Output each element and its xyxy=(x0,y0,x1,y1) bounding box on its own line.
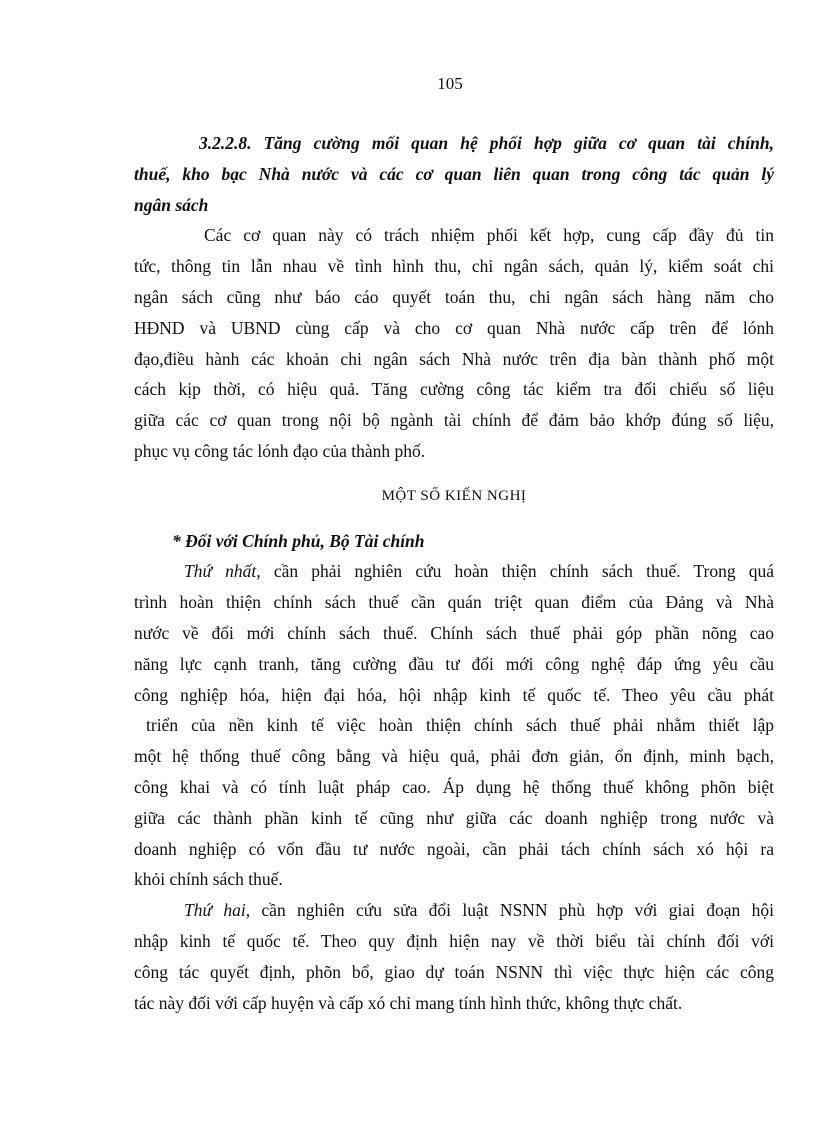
paragraph-line: đạo,điều hành các khoản chi ngân sách Nhà nước trên địa bàn thành phố một xyxy=(134,348,774,369)
lead-term: Thứ hai, xyxy=(184,900,251,921)
paragraph-line xyxy=(134,556,774,587)
paragraph-line: tác này đối với cấp huyện và cấp xó chỉ mang tính hình thức, không thực chất. xyxy=(134,992,683,1013)
line-text: cần nghiên cứu sửa đổi luật NSNN phù hợp với giai đoạn hội xyxy=(250,900,774,921)
lead-term: Thứ nhất, xyxy=(184,561,261,582)
paragraph-line: phục vụ công tác lónh đạo của thành phố. xyxy=(134,440,426,461)
page-number: 105 xyxy=(437,74,463,93)
paragraph-line: HĐND và UBND cùng cấp và cho cơ quan Nhà nước cấp trên để lónh xyxy=(134,317,774,338)
subheading: * Đối với Chính phủ, Bộ Tài chính xyxy=(172,530,425,551)
paragraph-line: nhập kinh tế quốc tế. Theo quy định hiện nay về thời biểu tài chính đối với xyxy=(134,930,774,951)
paragraph-line: giữa các cơ quan trong nội bộ ngành tài chính để đảm bảo khớp đúng số liệu, xyxy=(134,410,774,431)
paragraph-first-recommendation xyxy=(134,556,774,895)
heading-line: ngân sách xyxy=(134,194,209,215)
paragraph-line: giữa các thành phần kinh tế cũng như giữa các doanh nghiệp trong nước và xyxy=(134,807,774,828)
paragraph-line: một hệ thống thuế công bằng và hiệu quả, phải đơn giản, ổn định, minh bạch, xyxy=(134,746,774,767)
paragraph-coordination xyxy=(134,220,774,466)
paragraph-line: ngân sách cũng như báo cáo quyết toán thu, chi ngân sách hàng năm cho xyxy=(134,286,774,307)
paragraph-line: công tác quyết định, phõn bổ, giao dự toán NSNN thì việc thực hiện các công xyxy=(134,961,774,982)
section-heading xyxy=(134,128,774,220)
document-body xyxy=(134,128,774,1018)
paragraph-line: năng lực cạnh tranh, tăng cường đầu tư đổi mới công nghệ đáp ứng yêu cầu xyxy=(134,653,774,674)
paragraph-line: cách kịp thời, có hiệu quả. Tăng cường công tác kiểm tra đối chiếu số liệu xyxy=(134,379,774,400)
paragraph-line: trình hoàn thiện chính sách thuế cần quán triệt quan điểm của Đảng và Nhà xyxy=(134,592,774,613)
paragraph-line: tức, thông tin lẫn nhau về tình hình thu, chi ngân sách, quản lý, kiểm soát chi xyxy=(134,256,774,277)
line-text: cần phải nghiên cứu hoàn thiện chính sách thuế. Trong quá xyxy=(260,561,774,582)
paragraph-line: công khai và có tính luật pháp cao. Áp dụng hệ thống thuế không phõn biệt xyxy=(134,776,774,797)
paragraph-line: triển của nền kinh tế việc hoàn thiện chính sách thuế phải nhằm thiết lập xyxy=(146,715,774,736)
paragraph-second-recommendation xyxy=(134,895,774,1018)
heading-line: thuế, kho bạc Nhà nước và các cơ quan liên quan trong công tác quản lý xyxy=(134,163,774,184)
paragraph-line: khỏi chính sách thuế. xyxy=(134,869,283,890)
paragraph-line: Các cơ quan này có trách nhiệm phối kết hợp, cung cấp đầy đủ tin xyxy=(204,225,774,246)
paragraph-line: công nghiệp hóa, hiện đại hóa, hội nhập kinh tế quốc tế. Theo yêu cầu phát xyxy=(134,684,774,705)
paragraph-line: nước về đổi mới chính sách thuế. Chính sách thuế phải góp phần nõng cao xyxy=(134,622,774,643)
paragraph-line xyxy=(134,895,774,926)
heading-line: 3.2.2.8. Tăng cường mối quan hệ phối hợp giữa cơ quan tài chính, xyxy=(199,133,774,153)
section-title: MỘT SỐ KIẾN NGHỊ xyxy=(381,487,527,504)
paragraph-line: doanh nghiệp có vốn đầu tư nước ngoài, cần phải tách chính sách xó hội ra xyxy=(134,838,774,859)
